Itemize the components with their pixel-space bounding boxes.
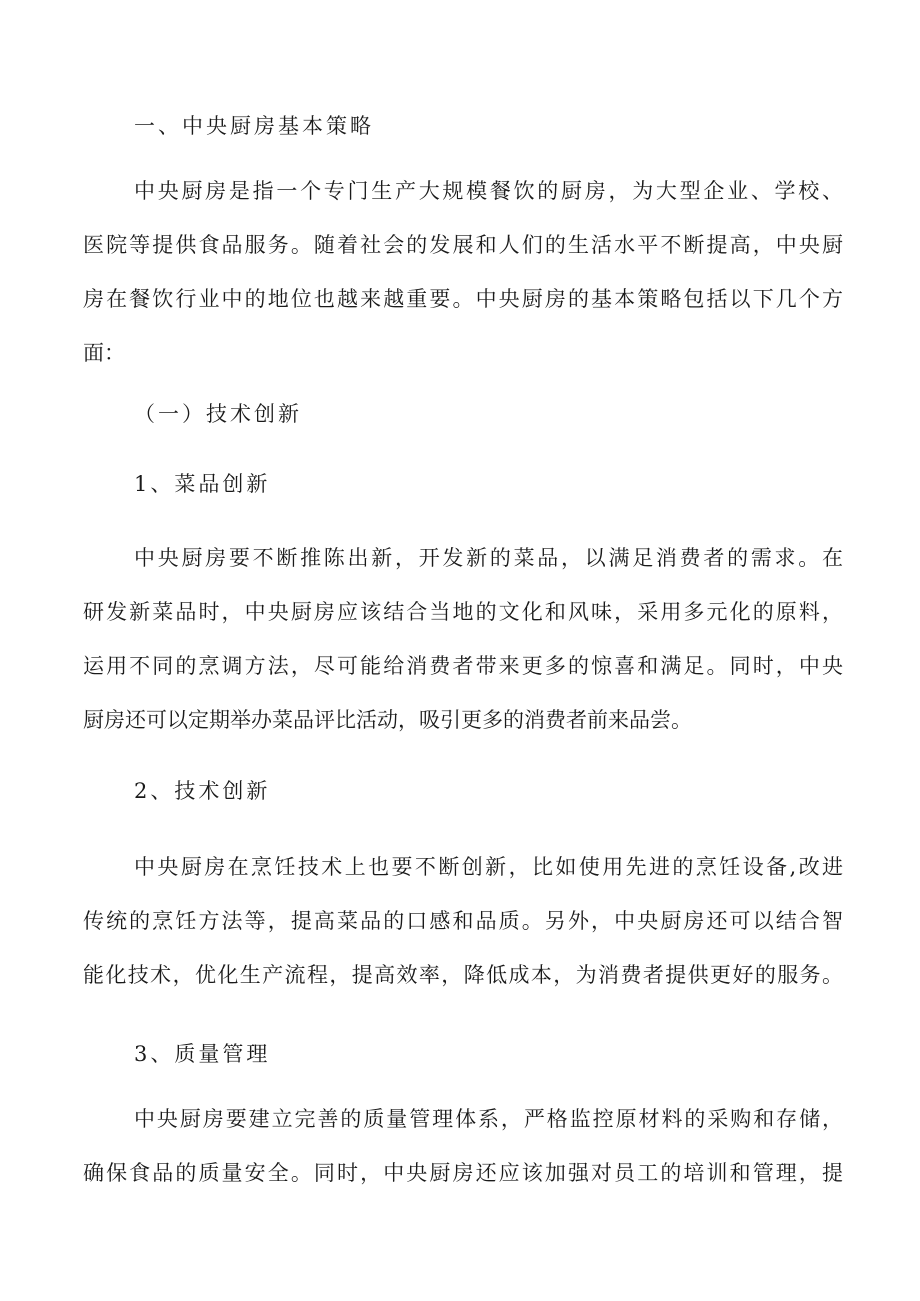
- paragraph-line: 房在餐饮行业中的地位也越来越重要。中央厨房的基本策略包括以下几个方: [83, 287, 843, 311]
- paragraph-line: 传统的烹饪方法等，提高菜品的口感和品质。另外，中央厨房还可以结合智: [83, 909, 843, 933]
- item-heading: 1、菜品创新: [134, 472, 271, 496]
- paragraph-line: 确保食品的质量安全。同时，中央厨房还应该加强对员工的培训和管理，提: [83, 1161, 843, 1185]
- paragraph-line: 运用不同的烹调方法，尽可能给消费者带来更多的惊喜和满足。同时，中央: [83, 654, 843, 678]
- section-heading: 一、中央厨房基本策略: [134, 114, 374, 138]
- paragraph-line: 能化技术，优化生产流程，提高效率，降低成本，为消费者提供更好的服务。: [83, 963, 843, 987]
- paragraph-line: 中央厨房要建立完善的质量管理体系，严格监控原材料的采购和存储，: [134, 1107, 843, 1131]
- paragraph-line: 研发新菜品时，中央厨房应该结合当地的文化和风味，采用多元化的原料，: [83, 600, 843, 624]
- paragraph-line: 面：: [83, 341, 125, 365]
- paragraph-line: 中央厨房在烹饪技术上也要不断创新，比如使用先进的烹饪设备,改进: [134, 855, 843, 879]
- item-heading: 3、质量管理: [134, 1042, 271, 1066]
- paragraph-line: 厨房还可以定期举办菜品评比活动，吸引更多的消费者前来品尝。: [83, 708, 692, 732]
- item-heading: 2、技术创新: [134, 779, 271, 803]
- subsection-heading: （一）技术创新: [134, 402, 302, 426]
- paragraph-line: 中央厨房要不断推陈出新，开发新的菜品，以满足消费者的需求。在: [134, 546, 843, 570]
- paragraph-line: 医院等提供食品服务。随着社会的发展和人们的生活水平不断提高，中央厨: [83, 233, 843, 257]
- paragraph-line: 中央厨房是指一个专门生产大规模餐饮的厨房，为大型企业、学校、: [134, 179, 843, 203]
